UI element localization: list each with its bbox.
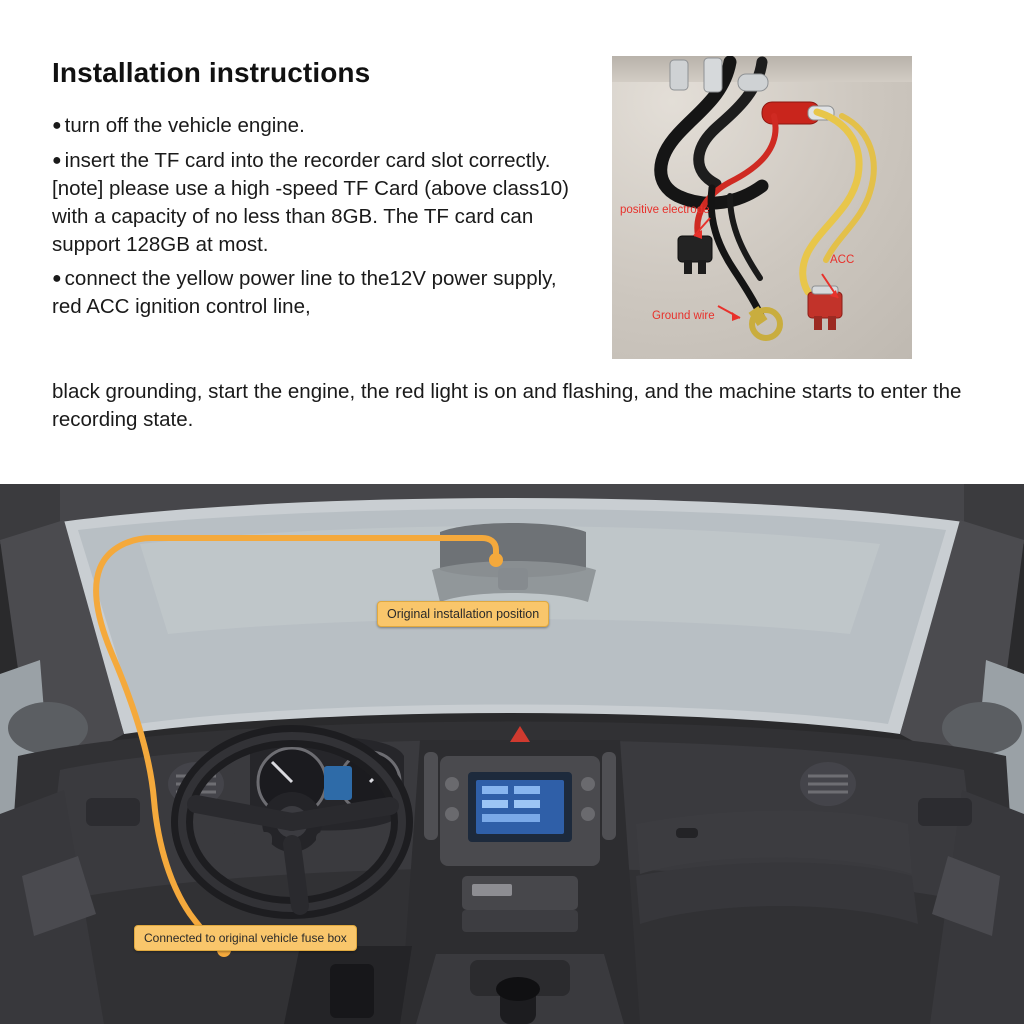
label-positive-electrode: positive electrode — [620, 204, 710, 216]
list-item — [52, 112, 572, 140]
page-title: Installation instructions — [52, 57, 371, 88]
list-item-text: insert the TF card into the recorder card slot correctly. [note] please use a high -speed TF Card (above class10) with a capacity of no less than 8GB. The TF card can support 128GB at most. — [52, 148, 569, 256]
list-item — [52, 265, 572, 321]
list-item — [52, 147, 572, 259]
list-item-text: connect the yellow power line to the12V power supply, red ACC ignition control line, — [52, 267, 557, 319]
instruction-list — [52, 112, 572, 328]
callout-fuse-box: Connected to original vehicle fuse box — [134, 925, 357, 951]
list-item-text: turn off the vehicle engine. — [64, 114, 305, 137]
bullet-marker: ● — [52, 151, 62, 169]
label-acc: ACC — [830, 254, 855, 266]
wiring-harness-photo — [612, 56, 912, 359]
callout-original-installation-position: Original installation position — [377, 601, 549, 627]
label-ground-wire: Ground wire — [652, 310, 715, 322]
instruction-continuation: black grounding, start the engine, the red light is on and flashing, and the machine starts to enter the recording state. — [52, 380, 962, 431]
car-interior-photo — [0, 484, 1024, 1024]
bullet-marker: ● — [52, 117, 62, 134]
instructions-section — [0, 0, 1024, 484]
bullet-marker: ● — [52, 270, 62, 288]
